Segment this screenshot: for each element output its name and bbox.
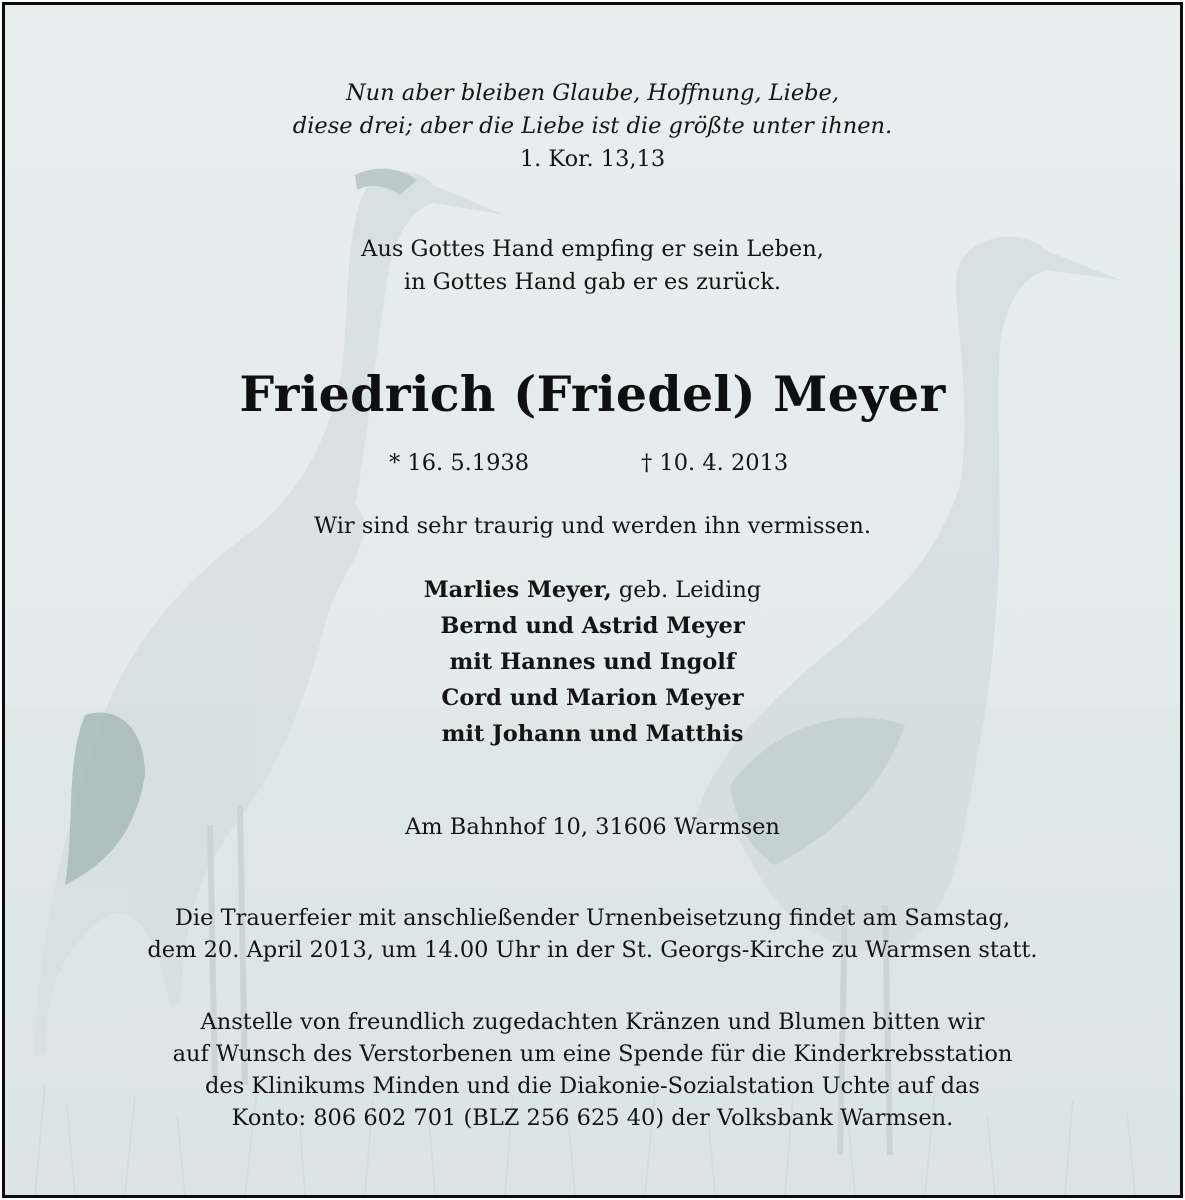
mourner-widow-maiden-name: geb. Leiding bbox=[611, 577, 762, 603]
mourner-line-3: mit Hannes und Ingolf bbox=[449, 649, 736, 675]
bible-verse-line-1: Nun aber bleiben Glaube, Hoffnung, Liebe, bbox=[345, 80, 840, 106]
donation-info-line-4: Konto: 806 602 701 (BLZ 256 625 40) der Volksbank Warmsen. bbox=[231, 1105, 954, 1131]
funeral-info-line-2: dem 20. April 2013, um 14.00 Uhr in der St. Georgs-Kirche zu Warmsen statt. bbox=[147, 937, 1038, 963]
bible-verse-line-2: diese drei; aber die Liebe ist die größte unter ihnen. bbox=[292, 113, 893, 139]
bible-verse-reference: 1. Kor. 13,13 bbox=[519, 146, 666, 172]
mourning-message: Wir sind sehr traurig und werden ihn vermissen. bbox=[313, 513, 872, 539]
mourner-widow-name: Marlies Meyer, bbox=[423, 577, 612, 603]
mourner-line-4: Cord und Marion Meyer bbox=[441, 685, 744, 711]
mourner-line-2: Bernd und Astrid Meyer bbox=[440, 613, 745, 639]
motto-line-1: Aus Gottes Hand empfing er sein Leben, bbox=[361, 236, 824, 262]
obituary-notice bbox=[2, 2, 1183, 1198]
death-date: † 10. 4. 2013 bbox=[641, 450, 789, 476]
donation-info-line-1: Anstelle von freundlich zugedachten Kränzen und Blumen bitten wir bbox=[200, 1009, 985, 1035]
mourner-line-1 bbox=[5, 574, 1180, 606]
funeral-info-line-1: Die Trauerfeier mit anschließender Urnenbeisetzung findet am Samstag, bbox=[174, 905, 1011, 931]
motto-line-2: in Gottes Hand gab er es zurück. bbox=[403, 269, 782, 295]
birth-date: * 16. 5.1938 bbox=[389, 450, 530, 476]
donation-info-line-3: des Klinikums Minden und die Diakonie-Sozialstation Uchte auf das bbox=[205, 1073, 980, 1099]
mourner-line-5: mit Johann und Matthis bbox=[441, 721, 744, 747]
deceased-name: Friedrich (Friedel) Meyer bbox=[239, 365, 946, 423]
family-address: Am Bahnhof 10, 31606 Warmsen bbox=[405, 814, 780, 840]
donation-info-line-2: auf Wunsch des Verstorbenen um eine Spende für die Kinderkrebsstation bbox=[172, 1041, 1013, 1067]
notice-text bbox=[5, 5, 1180, 1195]
